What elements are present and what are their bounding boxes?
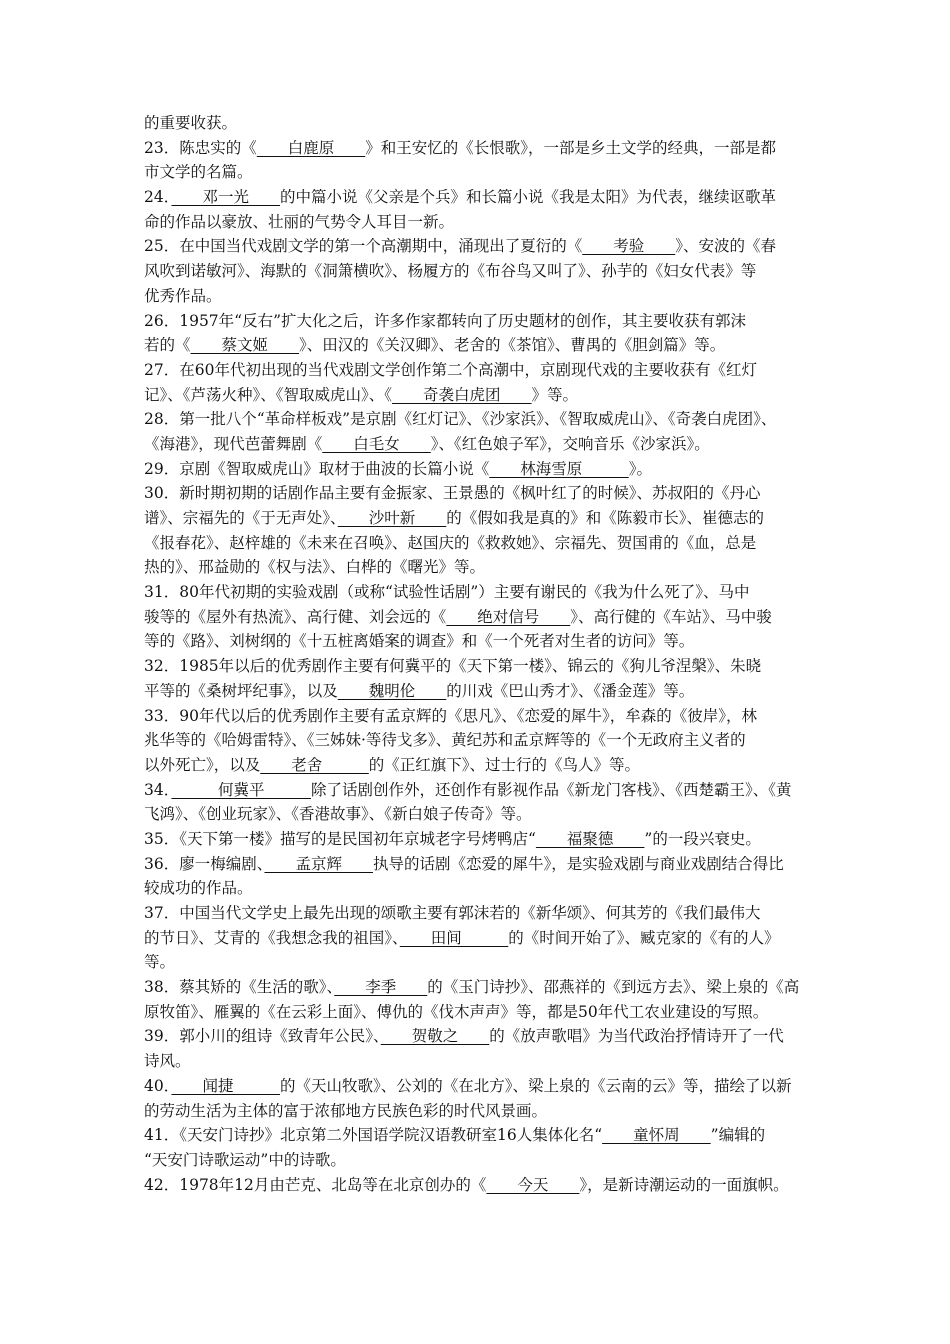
text-line [144,457,814,482]
text-segment: 《报春花》、赵梓雄的《未来在召唤》、赵国庆的《救救她》、宗福先、贺国甫的《血，总是 [144,533,757,552]
text-line [144,531,814,556]
text-segment: 30．新时期初期的话剧作品主要有金振家、王景愚的《枫叶红了的时候》、苏叔阳的《丹心 [144,484,761,503]
answer-blank: 李季 [334,978,428,997]
text-line [144,876,814,901]
text-segment: 42．1978年12月由芒克、北岛等在北京创办的《 [144,1175,487,1194]
answer-blank: 考验 [582,237,676,256]
text-segment: 38．蔡其矫的《生活的歌》、 [144,978,335,997]
text-segment: 的《时间开始了》、臧克家的《有的人》 [508,928,780,947]
text-line [144,555,814,580]
text-line [144,111,814,136]
text-segment: ”的一段兴衰史。 [644,829,761,848]
text-segment: 市文学的名篇。 [144,163,253,182]
text-segment: 较成功的作品。 [144,879,253,898]
text-segment: 》。 [628,459,653,478]
text-line [144,383,814,408]
text-segment: 》等。 [531,385,579,404]
text-line [144,1099,814,1124]
text-line [144,259,814,284]
text-line [144,407,814,432]
answer-blank: 贺敬之 [380,1027,490,1046]
text-line [144,827,814,852]
answer-blank: 奇袭白虎团 [392,385,532,404]
text-segment: 以外死亡》，以及 [144,755,261,774]
answer-blank: 闻捷 [171,1076,280,1095]
answer-blank: 田间 [399,928,509,947]
text-line [144,1148,814,1173]
text-segment: 热的》、邢益勋的《权与法》、白桦的《曙光》等。 [144,558,486,577]
text-line [144,901,814,926]
text-segment: 29．京剧《智取威虎山》取材于曲波的长篇小说《 [144,459,490,478]
text-segment: 执导的话剧《恋爱的犀牛》，是实验戏剧与商业戏剧结合得比 [373,854,784,873]
text-segment: 若的《 [144,336,191,355]
text-segment: 》、高行健的《车站》、马中骏 [570,607,772,626]
text-segment: 》、安波的《春 [675,237,777,256]
text-segment: 》和王安忆的《长恨歌》，一部是乡土文学的经典，一部是都 [365,138,777,157]
text-line [144,506,814,531]
text-segment: 24． [144,188,172,207]
text-line [144,481,814,506]
text-line [144,852,814,877]
text-segment: 原牧笛》、雁翼的《在云彩上面》、傅仇的《伐木声声》等，都是50年代工农业建设的写照。 [144,1002,769,1021]
text-segment: 的《玉门诗抄》、邵燕祥的《到远方去》、梁上泉的《高 [427,978,800,997]
text-segment: ”编辑的 [710,1126,766,1145]
text-line [144,1024,814,1049]
text-segment: 的劳动生活为主体的富于浓郁地方民族色彩的时代风景画。 [144,1101,548,1120]
text-segment: 等的《路》、刘树纲的《十五桩离婚案的调查》和《一个死者对生者的访问》等。 [144,632,695,651]
answer-blank: 福聚德 [535,829,645,848]
text-line [144,778,814,803]
text-segment: 25．在中国当代戏剧文学的第一个高潮期中，涌现出了夏衍的《 [144,237,583,256]
text-segment: 《海港》，现代芭蕾舞剧《 [144,434,323,453]
text-line [144,753,814,778]
text-segment: 31．80年代初期的实验戏剧（或称“试验性话剧”）主要有谢民的《我为什么死了》、马中 [144,583,750,602]
answer-blank: 沙叶新 [337,509,447,527]
text-line [144,1049,814,1074]
text-segment: 32．1985年以后的优秀剧作主要有何冀平的《天下第一楼》、锦云的《狗儿爷涅槃》、朱晓 [144,657,762,676]
text-segment: 记》、《芦荡火种》、《智取威虎山》、《 [144,385,393,404]
text-segment: 35．《天下第一楼》描写的是民国初年京城老字号烤鸭店“ [144,829,536,848]
answer-blank: 老舍 [260,755,369,774]
text-line [144,704,814,729]
text-line [144,136,814,161]
answer-blank: 童怀周 [602,1126,711,1145]
text-segment: 40． [144,1076,172,1095]
text-segment: 26．1957年“反右”扩大化之后，许多作家都转向了历史题材的创作，其主要收获有郭沫 [144,311,747,330]
text-line [144,975,814,1000]
text-segment: 36．廖一梅编剧、 [144,854,265,873]
answer-blank: 孟京辉 [264,854,373,873]
text-segment: 27．在60年代初出现的当代戏剧文学创作第二个高潮中，京剧现代戏的主要收获有《红灯 [144,360,757,379]
text-segment: 的川戏《巴山秀才》、《潘金莲》等。 [446,681,695,700]
text-line [144,926,814,951]
answer-blank: 何冀平 [171,780,311,799]
text-segment: 》，是新诗潮运动的一面旗帜。 [579,1175,789,1194]
text-segment: 优秀作品。 [144,286,222,305]
text-segment: 的《放声歌唱》为当代政治抒情诗开了一代 [489,1027,784,1046]
text-line [144,432,814,457]
text-line [144,185,814,210]
text-line [144,234,814,259]
text-line [144,728,814,753]
text-segment: 兆华等的《哈姆雷特》、《三姊妹·等待戈多》、黄纪苏和孟京辉等的《一个无政府主义者的 [144,731,746,750]
text-segment: 34． [144,780,172,799]
text-line [144,1000,814,1025]
answer-blank: 邓一光 [171,188,280,207]
text-segment: 谱》、宗福先的《于无声处》、 [144,509,338,527]
text-segment: 28．第一批八个“革命样板戏”是京剧《红灯记》、《沙家浜》、《智取威虎山》、《奇袭白虎团》、 [144,410,777,429]
text-segment: 23．陈忠实的《 [144,138,257,157]
text-line [144,210,814,235]
text-line [144,309,814,334]
text-segment: “天安门诗歌运动”中的诗歌。 [144,1150,346,1169]
text-segment: 41．《天安门诗抄》北京第二外国语学院汉语教研室16人集体化名“ [144,1126,603,1145]
text-segment: 骏等的《屋外有热流》、高行健、刘会远的《 [144,607,447,626]
answer-blank: 白鹿原 [256,138,366,157]
answer-blank: 魏明伦 [337,681,447,700]
text-segment: 的《正红旗下》、过士行的《鸟人》等。 [368,755,641,774]
text-line [144,1074,814,1099]
text-segment: 等。 [144,953,176,972]
text-segment: 的重要收获。 [144,114,238,132]
text-line [144,333,814,358]
text-segment: 33．90年代以后的优秀剧作主要有孟京辉的《思凡》、《恋爱的犀牛》，牟森的《彼岸》，林 [144,706,757,725]
answer-blank: 绝对信号 [446,607,571,626]
text-segment: 命的作品以豪放、壮丽的气势令人耳目一新。 [144,212,455,231]
text-line [144,654,814,679]
text-line [144,580,814,605]
answer-blank: 林海雪原 [489,459,629,478]
text-segment: 平等的《桑树坪纪事》，以及 [144,681,338,700]
answer-blank: 白毛女 [322,434,431,453]
text-line [144,1173,814,1198]
answer-blank: 今天 [486,1175,580,1194]
text-segment: 的《假如我是真的》和《陈毅市长》、崔德志的 [446,509,765,527]
text-segment: 39．郭小川的组诗《致青年公民》、 [144,1027,381,1046]
answer-blank: 蔡文姬 [190,336,300,355]
document-body [144,111,814,1197]
text-segment: 除了话剧创作外，还创作有影视作品《新龙门客栈》、《西楚霸王》、《黄 [311,780,792,799]
text-line [144,358,814,383]
text-segment: 的《天山牧歌》、公刘的《在北方》、梁上泉的《云南的云》等，描绘了以新 [280,1076,792,1095]
text-segment: 的中篇小说《父亲是个兵》和长篇小说《我是太阳》为代表，继续讴歌革 [280,188,777,207]
text-segment: 》、田汉的《关汉卿》、老舍的《茶馆》、曹禺的《胆剑篇》等。 [299,336,726,355]
text-segment: 》、《红色娘子军》，交响音乐《沙家浜》。 [430,434,710,453]
text-segment: 37．中国当代文学史上最先出现的颂歌主要有郭沫若的《新华颂》、何其芳的《我们最伟大 [144,904,761,922]
text-segment: 诗风。 [144,1052,191,1071]
text-segment: 风吹到诺敏河》、海默的《洞箫横吹》、杨履方的《布谷鸟又叫了》、孙芋的《妇女代表》等 [144,262,757,281]
text-line [144,950,814,975]
text-line [144,679,814,704]
text-line [144,605,814,630]
text-line [144,284,814,309]
text-line [144,629,814,654]
text-line [144,802,814,827]
text-segment: 的节日》、艾青的《我想念我的祖国》、 [144,928,400,947]
text-line [144,160,814,185]
text-segment: 飞鸿》、《创业玩家》、《香港故事》、《新白娘子传奇》等。 [144,805,532,824]
text-line [144,1123,814,1148]
